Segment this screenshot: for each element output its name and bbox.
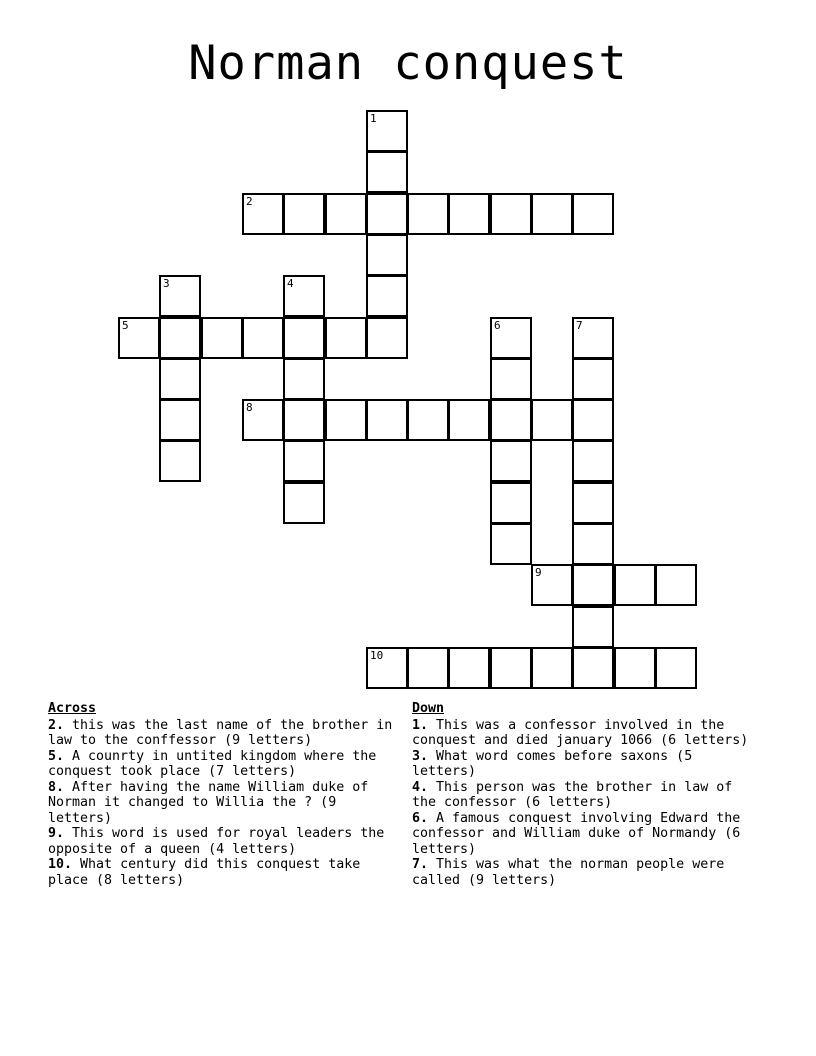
crossword-cell[interactable] xyxy=(572,647,614,689)
crossword-cell[interactable] xyxy=(490,523,532,565)
clue-number: 2. xyxy=(48,717,65,733)
down-clue xyxy=(412,718,764,749)
clue-number: 3. xyxy=(412,748,429,764)
crossword-cell[interactable] xyxy=(159,399,201,441)
clue-text: This word is used for royal leaders the opposite of a queen (4 letters) xyxy=(48,826,385,857)
crossword-cell[interactable] xyxy=(283,317,325,359)
crossword-cell[interactable] xyxy=(614,564,656,606)
across-clue xyxy=(48,826,400,857)
crossword-cell[interactable] xyxy=(325,317,367,359)
crossword-cell[interactable] xyxy=(366,151,408,193)
crossword-cell[interactable] xyxy=(407,193,449,235)
crossword-cell[interactable] xyxy=(614,647,656,689)
down-clue-list xyxy=(412,718,764,889)
clue-text: A counrty in untited kingdom where the conquest took place (7 letters) xyxy=(48,748,377,779)
crossword-cell[interactable] xyxy=(572,482,614,524)
crossword-cell[interactable] xyxy=(572,440,614,482)
crossword-cell[interactable] xyxy=(159,440,201,482)
crossword-cell[interactable] xyxy=(531,647,573,689)
crossword-cell[interactable] xyxy=(325,399,367,441)
crossword-cell[interactable] xyxy=(366,234,408,276)
clue-number: 6. xyxy=(412,810,429,826)
down-clue xyxy=(412,749,764,780)
down-clue xyxy=(412,857,764,888)
crossword-cell[interactable] xyxy=(242,317,284,359)
down-clue xyxy=(412,811,764,858)
crossword-cell[interactable] xyxy=(490,647,532,689)
cell-number: 5 xyxy=(122,319,129,332)
crossword-cell[interactable] xyxy=(572,606,614,648)
clue-number: 4. xyxy=(412,779,429,795)
cell-number: 3 xyxy=(163,277,170,290)
crossword-cell[interactable] xyxy=(283,275,325,317)
crossword-cell[interactable] xyxy=(572,358,614,400)
crossword-cell[interactable] xyxy=(118,317,160,359)
across-clue xyxy=(48,718,400,749)
crossword-cell[interactable] xyxy=(325,193,367,235)
across-clue-list xyxy=(48,718,400,889)
crossword-cell[interactable] xyxy=(159,275,201,317)
crossword-cell[interactable] xyxy=(366,647,408,689)
across-heading: Across xyxy=(48,701,97,716)
crossword-cell[interactable] xyxy=(448,193,490,235)
down-clues xyxy=(412,701,764,888)
cell-number: 1 xyxy=(370,112,377,125)
clue-text: After having the name William duke of Norman it changed to Willia the ? (9 letters) xyxy=(48,779,369,826)
crossword-cell[interactable] xyxy=(531,564,573,606)
across-clues xyxy=(48,701,400,888)
cell-number: 8 xyxy=(246,401,253,414)
clue-text: This was what the norman people were called (9 letters) xyxy=(412,857,725,888)
crossword-cell[interactable] xyxy=(448,647,490,689)
crossword-cell[interactable] xyxy=(366,275,408,317)
crossword-cell[interactable] xyxy=(159,317,201,359)
crossword-cell[interactable] xyxy=(366,110,408,152)
cell-number: 9 xyxy=(535,566,542,579)
cell-number: 4 xyxy=(287,277,294,290)
crossword-cell[interactable] xyxy=(201,317,243,359)
crossword-cell[interactable] xyxy=(407,647,449,689)
crossword-cell[interactable] xyxy=(490,440,532,482)
crossword-cell[interactable] xyxy=(490,399,532,441)
crossword-cell[interactable] xyxy=(242,193,284,235)
crossword-cell[interactable] xyxy=(407,399,449,441)
cell-number: 2 xyxy=(246,195,253,208)
crossword-cell[interactable] xyxy=(531,399,573,441)
cell-number: 6 xyxy=(494,319,501,332)
crossword-cell[interactable] xyxy=(572,564,614,606)
cell-number: 10 xyxy=(370,649,384,662)
clue-text: This person was the brother in law of the confessor (6 letters) xyxy=(412,779,733,810)
crossword-cell[interactable] xyxy=(283,482,325,524)
clue-number: 7. xyxy=(412,857,429,872)
crossword-cell[interactable] xyxy=(655,647,697,689)
crossword-cell[interactable] xyxy=(283,358,325,400)
clue-number: 9. xyxy=(48,826,65,841)
clue-number: 8. xyxy=(48,779,65,795)
across-clue xyxy=(48,780,400,827)
clue-text: What word comes before saxons (5 letters) xyxy=(412,748,693,779)
cell-number: 7 xyxy=(576,319,583,332)
page-title: Norman conquest xyxy=(188,36,628,91)
clue-text: A famous conquest involving Edward the confessor and William duke of Normandy (6 letters) xyxy=(412,810,741,857)
crossword-cell[interactable] xyxy=(572,193,614,235)
crossword-cell[interactable] xyxy=(572,399,614,441)
clue-number: 5. xyxy=(48,748,65,764)
across-clue xyxy=(48,857,400,888)
crossword-cell[interactable] xyxy=(490,358,532,400)
crossword-cell[interactable] xyxy=(366,399,408,441)
crossword-cell[interactable] xyxy=(366,317,408,359)
crossword-cell[interactable] xyxy=(283,440,325,482)
crossword-cell[interactable] xyxy=(283,399,325,441)
clue-number: 10. xyxy=(48,857,73,872)
across-clue xyxy=(48,749,400,780)
clue-text: What century did this conquest take place (8 letters) xyxy=(48,857,361,888)
clue-text: This was a confessor involved in the conquest and died january 1066 (6 letters) xyxy=(412,717,749,748)
crossword-cell[interactable] xyxy=(159,358,201,400)
clue-number: 1. xyxy=(412,717,429,733)
down-clue xyxy=(412,780,764,811)
crossword-cell[interactable] xyxy=(448,399,490,441)
crossword-cell[interactable] xyxy=(572,523,614,565)
crossword-cell[interactable] xyxy=(531,193,573,235)
crossword-cell[interactable] xyxy=(366,193,408,235)
crossword-cell[interactable] xyxy=(242,399,284,441)
crossword-cell[interactable] xyxy=(655,564,697,606)
crossword-cell[interactable] xyxy=(572,317,614,359)
crossword-cell[interactable] xyxy=(490,317,532,359)
crossword-cell[interactable] xyxy=(283,193,325,235)
down-heading: Down xyxy=(412,701,445,716)
crossword-cell[interactable] xyxy=(490,482,532,524)
clue-text: this was the last name of the brother in law to the conffessor (9 letters) xyxy=(48,717,393,748)
crossword-cell[interactable] xyxy=(490,193,532,235)
